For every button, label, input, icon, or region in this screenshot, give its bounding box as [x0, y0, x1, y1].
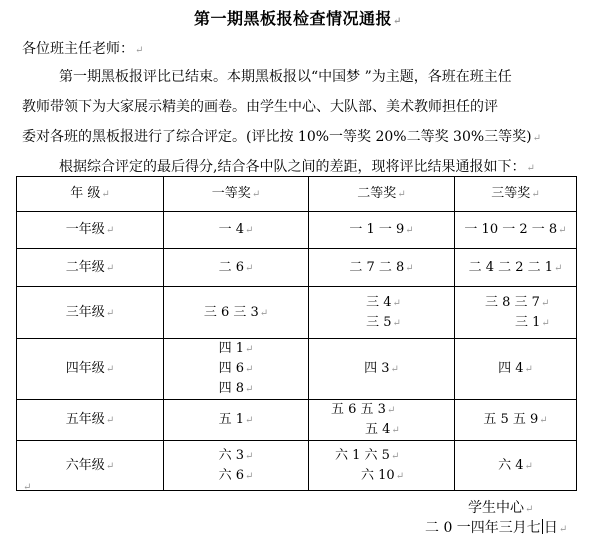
grade-cell: 五年级↵: [17, 400, 164, 441]
third-prize-cell: 一 10 一 2 一 8↵: [455, 212, 577, 249]
paragraph-mark-icon: ↵: [101, 189, 110, 200]
grade-cell: 一年级↵: [17, 212, 164, 249]
text-cursor: [542, 519, 543, 534]
signature-date: 二 0 一四年三月七 日↵: [425, 520, 568, 536]
paragraph-mark-icon: ↵: [393, 16, 402, 27]
table-row: [17, 400, 577, 441]
body-paragraph-line-2: 教师带领下为大家展示精美的画卷。由学生中心、大队部、美术教师担任的评: [22, 99, 498, 115]
third-prize-cell: [455, 287, 577, 339]
cell-line: 四 8↵: [218, 381, 254, 396]
first-prize-cell: 三 6 三 3↵: [164, 287, 309, 339]
paragraph-mark-icon: ↵: [531, 189, 540, 200]
cell-line: 五 6 五 3↵: [331, 402, 396, 417]
cell-line: 五 4↵: [365, 422, 400, 437]
cell-line: 六 10↵: [361, 467, 405, 483]
header-cell-first: 一等奖↵: [164, 177, 309, 212]
cell-line: 三 5↵: [366, 314, 401, 330]
table-header-row: [17, 177, 577, 212]
cell-line: 四 1↵: [218, 341, 254, 356]
table-row: [17, 339, 577, 400]
greeting-line: 各位班主任老师：↵: [22, 41, 144, 57]
paragraph-mark-icon: ↵: [532, 133, 542, 144]
body-paragraph-line-1: 第一期黑板报评比已结束。本期黑板报以“中国梦 ”为主题，各班在班主任: [59, 69, 512, 85]
grade-cell: 四年级↵: [17, 339, 164, 400]
header-cell-grade: 年 级↵: [17, 177, 164, 212]
table-row: [17, 441, 577, 491]
paragraph-mark-icon: ↵: [397, 189, 406, 200]
award-results-table: [16, 176, 577, 491]
cell-line: 六 6↵: [218, 467, 254, 483]
paragraph-mark-icon: ↵: [558, 524, 568, 535]
paragraph-mark-icon: ↵: [135, 45, 144, 56]
second-prize-cell: [309, 287, 455, 339]
document-title: 第一期黑板报检查情况通报↵: [194, 9, 402, 28]
cell-line: 三 1↵: [515, 314, 550, 330]
body-paragraph-line-4: 根据综合评定的最后得分,结合各中队之间的差距，现将评比结果通报如下：↵: [59, 159, 535, 175]
cell-line: 六 3↵: [218, 447, 254, 463]
grade-cell: 六年级↵: [17, 441, 164, 491]
paragraph-mark-icon: ↵: [525, 504, 534, 515]
second-prize-cell: 二 7 二 8↵: [309, 249, 455, 287]
first-prize-cell: 二 6↵: [164, 249, 309, 287]
paragraph-mark-icon: ↵: [23, 482, 32, 493]
first-prize-cell: [164, 339, 309, 400]
third-prize-cell: 六 4↵: [455, 441, 577, 491]
grade-cell: 二年级↵: [17, 249, 164, 287]
second-prize-cell: [309, 400, 455, 441]
grade-cell: 三年级↵: [17, 287, 164, 339]
cell-line: 三 8 三 7↵: [485, 294, 550, 310]
first-prize-cell: 一 4↵: [164, 212, 309, 249]
cell-line: 三 4↵: [366, 294, 401, 310]
table-row: [17, 212, 577, 249]
third-prize-cell: 四 4↵: [455, 339, 577, 400]
third-prize-cell: 二 4 二 2 二 1↵: [455, 249, 577, 287]
header-cell-second: 二等奖↵: [309, 177, 455, 212]
body-paragraph-line-3: 委对各班的黑板报进行了综合评定。(评比按 10%一等奖 20%二等奖 30%三等奖)↵: [22, 129, 542, 145]
cell-line: 六 1 六 5↵: [335, 447, 400, 463]
header-cell-third: 三等奖↵: [455, 177, 577, 212]
second-prize-cell: 一 1 一 9↵: [309, 212, 455, 249]
first-prize-cell: [164, 441, 309, 491]
signature-org: 学生中心↵: [468, 500, 534, 516]
first-prize-cell: 五 1↵: [164, 400, 309, 441]
paragraph-mark-icon: ↵: [526, 163, 535, 174]
cell-line: 四 6↵: [218, 361, 254, 376]
second-prize-cell: 四 3↵: [309, 339, 455, 400]
second-prize-cell: [309, 441, 455, 491]
paragraph-mark-icon: ↵: [251, 189, 261, 200]
table-row: [17, 287, 577, 339]
table-row: [17, 249, 577, 287]
third-prize-cell: 五 5 五 9↵: [455, 400, 577, 441]
